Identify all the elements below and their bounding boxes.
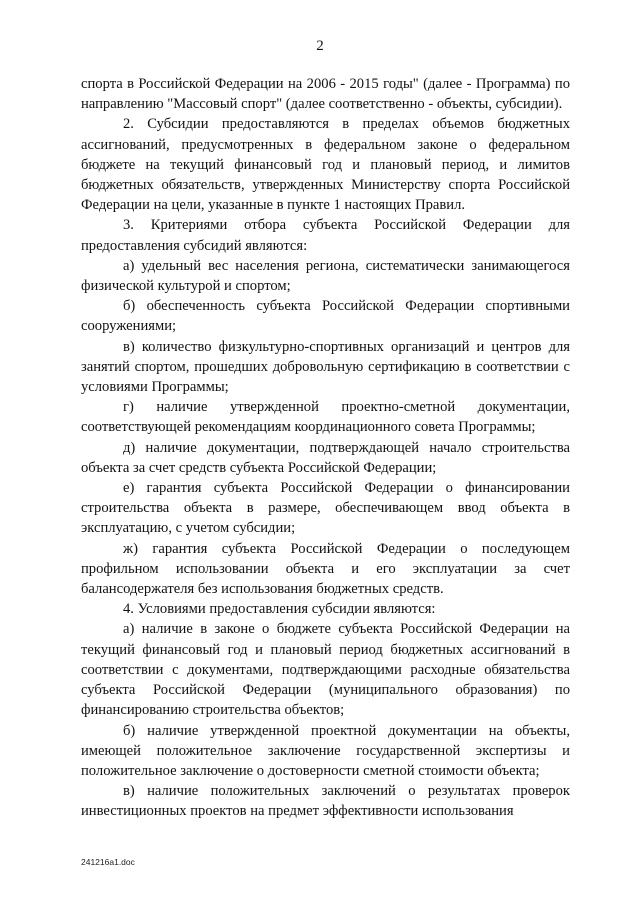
paragraph-4: б) обеспеченность субъекта Российской Федерации спортивными сооружениями; xyxy=(81,298,570,335)
paragraph-0: спорта в Российской Федерации на 2006 - 2015 годы" (далее - Программа) по направлению "Массовый спорт" (далее соответственно - объекты, субсидии). xyxy=(81,76,570,113)
paragraph-11: а) наличие в законе о бюджете субъекта Российской Федерации на текущий финансовый год и плановый период бюджетных ассигнований в соответствии с документами, подтверждающими расходные обязательства субъекта Российской Федерации (муниципального образования) по финансированию строительства объектов; xyxy=(81,621,570,719)
paragraph-9: ж) гарантия субъекта Российской Федерации о последующем профильном использовании объекта и его эксплуатации за счет балансодержателя без использования бюджетных средств. xyxy=(81,540,570,598)
paragraph-2: 3. Критериями отбора субъекта Российской Федерации для предоставления субсидий являются: xyxy=(81,217,570,254)
footer-file-reference: 241216a1.doc xyxy=(81,857,135,867)
paragraph-5: в) количество физкультурно-спортивных организаций и центров для занятий спортом, прошедших добровольную сертификацию в соответствии с условиями Программы; xyxy=(81,338,570,396)
paragraph-8: е) гарантия субъекта Российской Федерации о финансировании строительства объекта в размере, обеспечивающем ввод объекта в эксплуатацию, с учетом субсидии; xyxy=(81,480,570,537)
paragraph-12: б) наличие утвержденной проектной документации на объекты, имеющей положительное заключение государственной экспертизы и положительное заключение о достоверности сметной стоимости объекта; xyxy=(81,722,570,779)
paragraph-3: а) удельный вес населения региона, систематически занимающегося физической культурой и спортом; xyxy=(81,257,570,295)
paragraph-1: 2. Субсидии предоставляются в пределах объемов бюджетных ассигнований, предусмотренных в федеральном законе о федеральном бюджете на текущий финансовый год и плановый период, и лимитов бюджетных обязательств, утвержденных Министерству спорта Российской Федерации на цели, указанные в пункте 1 настоящих Правил. xyxy=(81,116,570,214)
document-body xyxy=(81,74,570,822)
paragraph-13: в) наличие положительных заключений о результатах проверок инвестиционных проектов на предмет эффективности использования xyxy=(81,783,570,820)
paragraph-10: 4. Условиями предоставления субсидии являются: xyxy=(123,601,436,618)
paragraph-6: г) наличие утвержденной проектно-сметной документации, соответствующей рекомендациям координационного совета Программы; xyxy=(81,399,570,436)
paragraph-7: д) наличие документации, подтверждающей начало строительства объекта за счет средств субъекта Российской Федерации; xyxy=(81,439,570,476)
page-number: 2 xyxy=(316,38,324,54)
